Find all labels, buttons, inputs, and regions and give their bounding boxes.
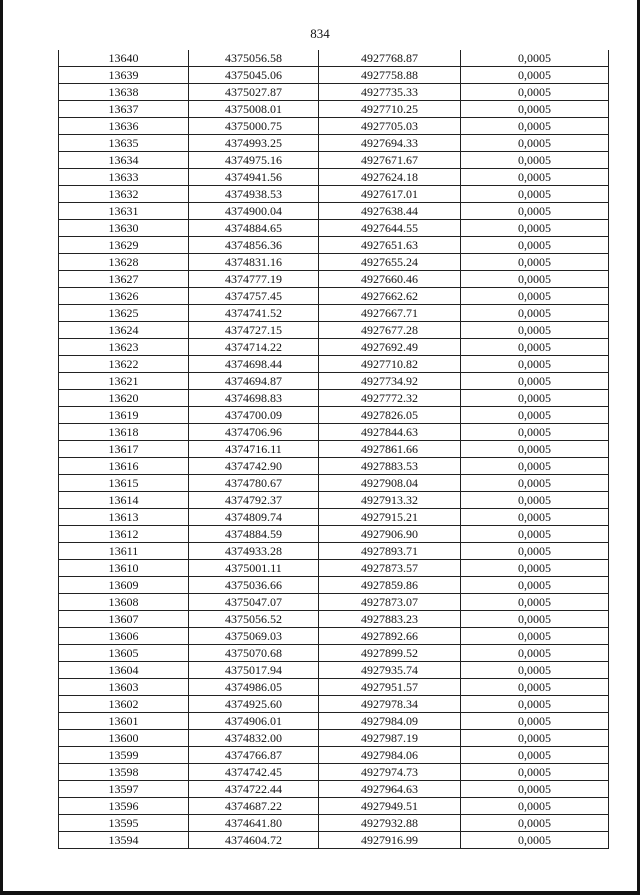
x-coordinate-cell: 4374780.67 [189, 475, 319, 492]
table-row [59, 781, 609, 798]
accuracy-cell: 0,0005 [461, 288, 609, 305]
table-row [59, 611, 609, 628]
accuracy-cell: 0,0005 [461, 492, 609, 509]
accuracy-cell: 0,0005 [461, 832, 609, 849]
accuracy-cell: 0,0005 [461, 764, 609, 781]
point-number-cell: 13629 [59, 237, 189, 254]
table-row [59, 747, 609, 764]
point-number-cell: 13600 [59, 730, 189, 747]
point-number-cell: 13627 [59, 271, 189, 288]
y-coordinate-cell: 4927826.05 [319, 407, 461, 424]
point-number-cell: 13614 [59, 492, 189, 509]
y-coordinate-cell: 4927694.33 [319, 135, 461, 152]
accuracy-cell: 0,0005 [461, 356, 609, 373]
accuracy-cell: 0,0005 [461, 254, 609, 271]
table-row [59, 730, 609, 747]
table-row [59, 254, 609, 271]
table-row [59, 543, 609, 560]
accuracy-cell: 0,0005 [461, 747, 609, 764]
table-row [59, 628, 609, 645]
y-coordinate-cell: 4927873.07 [319, 594, 461, 611]
y-coordinate-cell: 4927692.49 [319, 339, 461, 356]
point-number-cell: 13602 [59, 696, 189, 713]
table-row [59, 84, 609, 101]
y-coordinate-cell: 4927844.63 [319, 424, 461, 441]
x-coordinate-cell: 4375069.03 [189, 628, 319, 645]
x-coordinate-cell: 4374741.52 [189, 305, 319, 322]
point-number-cell: 13625 [59, 305, 189, 322]
y-coordinate-cell: 4927671.67 [319, 152, 461, 169]
y-coordinate-cell: 4927644.55 [319, 220, 461, 237]
accuracy-cell: 0,0005 [461, 645, 609, 662]
table-row [59, 475, 609, 492]
table-row [59, 50, 609, 67]
point-number-cell: 13624 [59, 322, 189, 339]
table-row [59, 373, 609, 390]
point-number-cell: 13631 [59, 203, 189, 220]
point-number-cell: 13637 [59, 101, 189, 118]
y-coordinate-cell: 4927935.74 [319, 662, 461, 679]
table-row [59, 237, 609, 254]
x-coordinate-cell: 4374700.09 [189, 407, 319, 424]
table-row [59, 594, 609, 611]
table-row [59, 424, 609, 441]
x-coordinate-cell: 4374777.19 [189, 271, 319, 288]
x-coordinate-cell: 4374604.72 [189, 832, 319, 849]
accuracy-cell: 0,0005 [461, 798, 609, 815]
accuracy-cell: 0,0005 [461, 679, 609, 696]
point-number-cell: 13610 [59, 560, 189, 577]
table-row [59, 339, 609, 356]
x-coordinate-cell: 4374975.16 [189, 152, 319, 169]
y-coordinate-cell: 4927735.33 [319, 84, 461, 101]
table-row [59, 509, 609, 526]
table-row [59, 526, 609, 543]
x-coordinate-cell: 4374714.22 [189, 339, 319, 356]
accuracy-cell: 0,0005 [461, 458, 609, 475]
y-coordinate-cell: 4927677.28 [319, 322, 461, 339]
y-coordinate-cell: 4927705.03 [319, 118, 461, 135]
point-number-cell: 13618 [59, 424, 189, 441]
point-number-cell: 13620 [59, 390, 189, 407]
x-coordinate-cell: 4375045.06 [189, 67, 319, 84]
x-coordinate-cell: 4374727.15 [189, 322, 319, 339]
table-row [59, 220, 609, 237]
point-number-cell: 13621 [59, 373, 189, 390]
y-coordinate-cell: 4927662.62 [319, 288, 461, 305]
x-coordinate-cell: 4374832.00 [189, 730, 319, 747]
point-number-cell: 13628 [59, 254, 189, 271]
point-number-cell: 13633 [59, 169, 189, 186]
table-row [59, 101, 609, 118]
table-row [59, 135, 609, 152]
y-coordinate-cell: 4927758.88 [319, 67, 461, 84]
y-coordinate-cell: 4927883.23 [319, 611, 461, 628]
accuracy-cell: 0,0005 [461, 424, 609, 441]
x-coordinate-cell: 4375056.58 [189, 50, 319, 67]
y-coordinate-cell: 4927932.88 [319, 815, 461, 832]
x-coordinate-cell: 4374938.53 [189, 186, 319, 203]
x-coordinate-cell: 4374742.90 [189, 458, 319, 475]
accuracy-cell: 0,0005 [461, 730, 609, 747]
accuracy-cell: 0,0005 [461, 560, 609, 577]
y-coordinate-cell: 4927655.24 [319, 254, 461, 271]
y-coordinate-cell: 4927710.82 [319, 356, 461, 373]
accuracy-cell: 0,0005 [461, 305, 609, 322]
point-number-cell: 13607 [59, 611, 189, 628]
x-coordinate-cell: 4375000.75 [189, 118, 319, 135]
y-coordinate-cell: 4927667.71 [319, 305, 461, 322]
accuracy-cell: 0,0005 [461, 186, 609, 203]
table-row [59, 713, 609, 730]
x-coordinate-cell: 4375008.01 [189, 101, 319, 118]
accuracy-cell: 0,0005 [461, 237, 609, 254]
y-coordinate-cell: 4927734.92 [319, 373, 461, 390]
accuracy-cell: 0,0005 [461, 135, 609, 152]
page-number: 834 [310, 26, 330, 41]
point-number-cell: 13596 [59, 798, 189, 815]
table-row [59, 288, 609, 305]
x-coordinate-cell: 4375017.94 [189, 662, 319, 679]
y-coordinate-cell: 4927772.32 [319, 390, 461, 407]
table-row [59, 356, 609, 373]
y-coordinate-cell: 4927873.57 [319, 560, 461, 577]
table-row [59, 322, 609, 339]
y-coordinate-cell: 4927899.52 [319, 645, 461, 662]
x-coordinate-cell: 4374925.60 [189, 696, 319, 713]
accuracy-cell: 0,0005 [461, 339, 609, 356]
point-number-cell: 13613 [59, 509, 189, 526]
accuracy-cell: 0,0005 [461, 441, 609, 458]
accuracy-cell: 0,0005 [461, 373, 609, 390]
point-number-cell: 13632 [59, 186, 189, 203]
table-row [59, 645, 609, 662]
accuracy-cell: 0,0005 [461, 322, 609, 339]
accuracy-cell: 0,0005 [461, 220, 609, 237]
table-row [59, 577, 609, 594]
point-number-cell: 13622 [59, 356, 189, 373]
point-number-cell: 13595 [59, 815, 189, 832]
x-coordinate-cell: 4374941.56 [189, 169, 319, 186]
accuracy-cell: 0,0005 [461, 475, 609, 492]
table-row [59, 832, 609, 849]
x-coordinate-cell: 4374856.36 [189, 237, 319, 254]
accuracy-cell: 0,0005 [461, 203, 609, 220]
point-number-cell: 13616 [59, 458, 189, 475]
point-number-cell: 13599 [59, 747, 189, 764]
x-coordinate-cell: 4374716.11 [189, 441, 319, 458]
point-number-cell: 13638 [59, 84, 189, 101]
point-number-cell: 13639 [59, 67, 189, 84]
accuracy-cell: 0,0005 [461, 509, 609, 526]
y-coordinate-cell: 4927964.63 [319, 781, 461, 798]
point-number-cell: 13617 [59, 441, 189, 458]
y-coordinate-cell: 4927984.09 [319, 713, 461, 730]
table-row [59, 458, 609, 475]
accuracy-cell: 0,0005 [461, 611, 609, 628]
table-row [59, 764, 609, 781]
x-coordinate-cell: 4374986.05 [189, 679, 319, 696]
y-coordinate-cell: 4927915.21 [319, 509, 461, 526]
table-row [59, 560, 609, 577]
coordinates-table [58, 50, 609, 849]
point-number-cell: 13634 [59, 152, 189, 169]
accuracy-cell: 0,0005 [461, 152, 609, 169]
x-coordinate-cell: 4374993.25 [189, 135, 319, 152]
y-coordinate-cell: 4927892.66 [319, 628, 461, 645]
y-coordinate-cell: 4927651.63 [319, 237, 461, 254]
x-coordinate-cell: 4374641.80 [189, 815, 319, 832]
x-coordinate-cell: 4374933.28 [189, 543, 319, 560]
y-coordinate-cell: 4927951.57 [319, 679, 461, 696]
x-coordinate-cell: 4374694.87 [189, 373, 319, 390]
accuracy-cell: 0,0005 [461, 390, 609, 407]
table-row [59, 441, 609, 458]
accuracy-cell: 0,0005 [461, 50, 609, 67]
point-number-cell: 13635 [59, 135, 189, 152]
y-coordinate-cell: 4927974.73 [319, 764, 461, 781]
table-row [59, 407, 609, 424]
point-number-cell: 13601 [59, 713, 189, 730]
y-coordinate-cell: 4927883.53 [319, 458, 461, 475]
accuracy-cell: 0,0005 [461, 118, 609, 135]
x-coordinate-cell: 4374792.37 [189, 492, 319, 509]
table-row [59, 67, 609, 84]
table-row [59, 169, 609, 186]
x-coordinate-cell: 4374906.01 [189, 713, 319, 730]
y-coordinate-cell: 4927638.44 [319, 203, 461, 220]
x-coordinate-cell: 4374722.44 [189, 781, 319, 798]
point-number-cell: 13603 [59, 679, 189, 696]
point-number-cell: 13604 [59, 662, 189, 679]
y-coordinate-cell: 4927660.46 [319, 271, 461, 288]
table-row [59, 305, 609, 322]
x-coordinate-cell: 4375047.07 [189, 594, 319, 611]
accuracy-cell: 0,0005 [461, 526, 609, 543]
accuracy-cell: 0,0005 [461, 781, 609, 798]
y-coordinate-cell: 4927710.25 [319, 101, 461, 118]
y-coordinate-cell: 4927768.87 [319, 50, 461, 67]
accuracy-cell: 0,0005 [461, 628, 609, 645]
x-coordinate-cell: 4374884.65 [189, 220, 319, 237]
point-number-cell: 13626 [59, 288, 189, 305]
point-number-cell: 13609 [59, 577, 189, 594]
y-coordinate-cell: 4927949.51 [319, 798, 461, 815]
x-coordinate-cell: 4374900.04 [189, 203, 319, 220]
point-number-cell: 13636 [59, 118, 189, 135]
table-row [59, 815, 609, 832]
x-coordinate-cell: 4374757.45 [189, 288, 319, 305]
accuracy-cell: 0,0005 [461, 662, 609, 679]
y-coordinate-cell: 4927984.06 [319, 747, 461, 764]
y-coordinate-cell: 4927906.90 [319, 526, 461, 543]
y-coordinate-cell: 4927908.04 [319, 475, 461, 492]
accuracy-cell: 0,0005 [461, 577, 609, 594]
accuracy-cell: 0,0005 [461, 271, 609, 288]
table-row [59, 492, 609, 509]
y-coordinate-cell: 4927893.71 [319, 543, 461, 560]
point-number-cell: 13630 [59, 220, 189, 237]
point-number-cell: 13598 [59, 764, 189, 781]
point-number-cell: 13594 [59, 832, 189, 849]
point-number-cell: 13640 [59, 50, 189, 67]
accuracy-cell: 0,0005 [461, 407, 609, 424]
x-coordinate-cell: 4374698.83 [189, 390, 319, 407]
point-number-cell: 13606 [59, 628, 189, 645]
y-coordinate-cell: 4927978.34 [319, 696, 461, 713]
table-row [59, 798, 609, 815]
y-coordinate-cell: 4927913.32 [319, 492, 461, 509]
y-coordinate-cell: 4927859.86 [319, 577, 461, 594]
x-coordinate-cell: 4374809.74 [189, 509, 319, 526]
table-row [59, 118, 609, 135]
x-coordinate-cell: 4374698.44 [189, 356, 319, 373]
y-coordinate-cell: 4927624.18 [319, 169, 461, 186]
x-coordinate-cell: 4374742.45 [189, 764, 319, 781]
accuracy-cell: 0,0005 [461, 594, 609, 611]
point-number-cell: 13612 [59, 526, 189, 543]
table-row [59, 390, 609, 407]
x-coordinate-cell: 4375036.66 [189, 577, 319, 594]
x-coordinate-cell: 4374706.96 [189, 424, 319, 441]
x-coordinate-cell: 4374831.16 [189, 254, 319, 271]
x-coordinate-cell: 4374687.22 [189, 798, 319, 815]
y-coordinate-cell: 4927861.66 [319, 441, 461, 458]
accuracy-cell: 0,0005 [461, 696, 609, 713]
table-row [59, 186, 609, 203]
x-coordinate-cell: 4375056.52 [189, 611, 319, 628]
table-row [59, 203, 609, 220]
accuracy-cell: 0,0005 [461, 67, 609, 84]
table-row [59, 662, 609, 679]
accuracy-cell: 0,0005 [461, 169, 609, 186]
point-number-cell: 13619 [59, 407, 189, 424]
accuracy-cell: 0,0005 [461, 815, 609, 832]
point-number-cell: 13597 [59, 781, 189, 798]
table-row [59, 679, 609, 696]
point-number-cell: 13605 [59, 645, 189, 662]
point-number-cell: 13615 [59, 475, 189, 492]
x-coordinate-cell: 4375001.11 [189, 560, 319, 577]
accuracy-cell: 0,0005 [461, 101, 609, 118]
table-row [59, 152, 609, 169]
x-coordinate-cell: 4374884.59 [189, 526, 319, 543]
accuracy-cell: 0,0005 [461, 543, 609, 560]
accuracy-cell: 0,0005 [461, 713, 609, 730]
x-coordinate-cell: 4374766.87 [189, 747, 319, 764]
point-number-cell: 13611 [59, 543, 189, 560]
table-row [59, 696, 609, 713]
accuracy-cell: 0,0005 [461, 84, 609, 101]
point-number-cell: 13608 [59, 594, 189, 611]
y-coordinate-cell: 4927916.99 [319, 832, 461, 849]
coordinates-table-body [59, 50, 609, 849]
table-row [59, 271, 609, 288]
x-coordinate-cell: 4375070.68 [189, 645, 319, 662]
x-coordinate-cell: 4375027.87 [189, 84, 319, 101]
y-coordinate-cell: 4927987.19 [319, 730, 461, 747]
y-coordinate-cell: 4927617.01 [319, 186, 461, 203]
point-number-cell: 13623 [59, 339, 189, 356]
